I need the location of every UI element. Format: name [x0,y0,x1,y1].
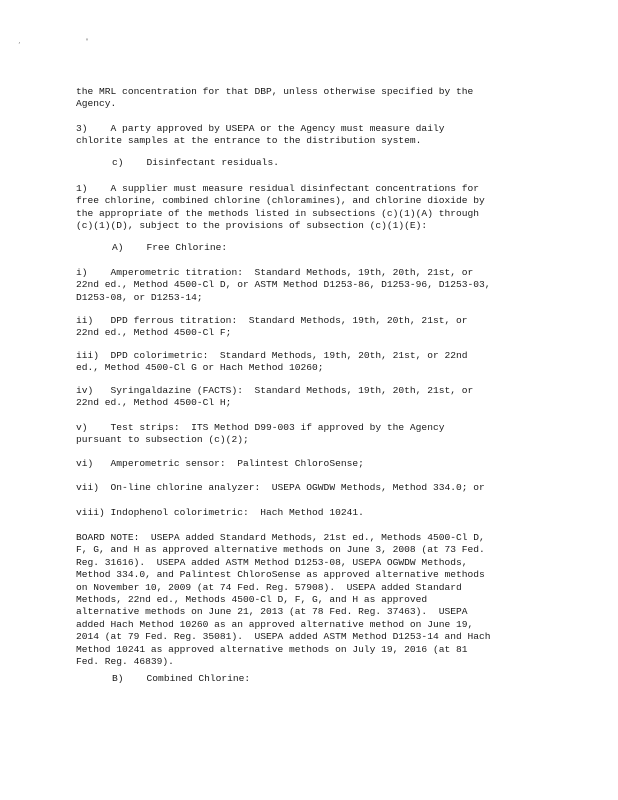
corner-marks: , " [18,38,119,45]
heading-combined-chlorine: B) Combined Chlorine: [112,673,251,684]
item-dpd-ferrous-titration: ii) DPD ferrous titration: Standard Methods, 19th, 20th, 21st, or 22nd ed., Method 4500-Cl F; [76,315,468,339]
item-online-chlorine-analyzer: vii) On-line chlorine analyzer: USEPA OGWDW Methods, Method 334.0; or [76,482,485,493]
item-indophenol-colorimetric: viii) Indophenol colorimetric: Hach Method 10241. [76,507,364,518]
item-syringaldazine: iv) Syringaldazine (FACTS): Standard Methods, 19th, 20th, 21st, or 22nd ed., Method 4500-Cl H; [76,385,474,409]
item-test-strips: v) Test strips: ITS Method D99-003 if approved by the Agency pursuant to subsection (c)(2); [76,422,445,446]
item-amperometric-sensor: vi) Amperometric sensor: Palintest ChloroSense; [76,458,364,469]
paragraph-mrl-continuation: the MRL concentration for that DBP, unless otherwise specified by the Agency. [76,86,474,110]
paragraph-residual-measurement: 1) A supplier must measure residual disinfectant concentrations for free chlorine, combined chlorine (chloramines), and chlorine dioxide by the appropriate of the methods listed in subsections (c)(1)(A) through (c)(1)(D), subject to the provisions of subsection (c)(1)(E): [76,183,485,232]
board-note: BOARD NOTE: USEPA added Standard Methods, 21st ed., Methods 4500-Cl D, F, G, and H as approved alternative methods on June 3, 2008 (at 73 Fed. Reg. 31616). USEPA added ASTM Method D1253-08, USEPA OGWDW Methods, Method 334.0, and Palintest ChloroSense as approved alternative methods on November 10, 2009 (at 74 Fed. Reg. 57908). USEPA added Standard Methods, 22nd ed., Methods 4500-Cl D, F, G, and H as approved alternative methods on June 21, 2013 (at 78 Fed. Reg. 37463). USEPA added Hach Method 10260 as an approved alternative method on June 19, 2014 (at 79 Fed. Reg. 35081). USEPA added ASTM Method D1253-14 and Hach Method 10241 as approved alternative methods on July 19, 2016 (at 81 Fed. Reg. 46839). [76,532,491,668]
item-amperometric-titration: i) Amperometric titration: Standard Methods, 19th, 20th, 21st, or 22nd ed., Method 4500-Cl D, or ASTM Method D1253-86, D1253-96, D1253-03, D1253-08, or D1253-14; [76,267,491,303]
item-dpd-colorimetric: iii) DPD colorimetric: Standard Methods, 19th, 20th, 21st, or 22nd ed., Method 4500-Cl G or Hach Method 10260; [76,350,468,374]
heading-free-chlorine: A) Free Chlorine: [112,242,228,253]
heading-disinfectant-residuals: c) Disinfectant residuals. [112,157,279,168]
paragraph-chlorite-samples: 3) A party approved by USEPA or the Agency must measure daily chlorite samples at the entrance to the distribution system. [76,123,445,147]
